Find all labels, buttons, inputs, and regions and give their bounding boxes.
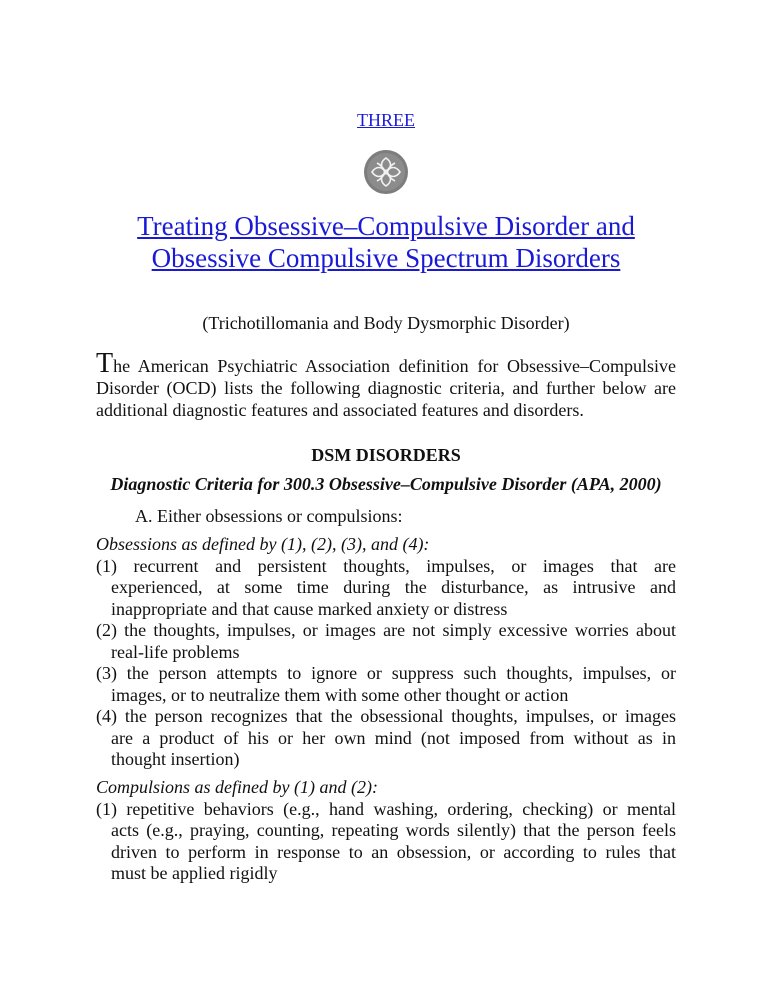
list-item-line: are a product of his or her own mind (not imposed from without as in (111, 727, 676, 748)
flower-ornament-icon (363, 149, 409, 195)
chapter-link[interactable]: THREE (357, 110, 415, 130)
compulsions-label: Compulsions as defined by (1) and (2): (96, 777, 378, 797)
obsessions-block (96, 534, 676, 771)
section-heading: DSM DISORDERS (311, 445, 461, 465)
obsession-item-1 (96, 556, 676, 621)
intro-line-3: additional diagnostic features and associated features and disorders. (96, 400, 584, 420)
drop-cap: T (96, 348, 114, 379)
list-item-line: (1) recurrent and persistent thoughts, impulses, or images that are (96, 555, 676, 576)
chapter-subtitle: (Trichotillomania and Body Dysmorphic Disorder) (202, 313, 570, 333)
intro-paragraph (96, 348, 676, 421)
list-item-line: driven to perform in response to an obsession, or according to rules that (111, 841, 676, 862)
list-item-line: (2) the thoughts, impulses, or images are not simply excessive worries about (96, 620, 676, 640)
chapter-title[interactable] (60, 210, 712, 274)
list-item-line: real-life problems (111, 641, 240, 662)
obsession-item-4 (96, 706, 676, 771)
obsession-item-2 (96, 620, 676, 663)
obsessions-label: Obsessions as defined by (1), (2), (3), and (4): (96, 534, 430, 554)
obsession-item-3 (96, 663, 676, 706)
criterion-a: A. Either obsessions or compulsions: (135, 506, 403, 526)
compulsion-item-1 (96, 799, 676, 885)
list-item-line: thought insertion) (111, 749, 240, 769)
chapter-title-line-1[interactable]: Treating Obsessive–Compulsive Disorder and (137, 211, 635, 241)
intro-line-1-text: he American Psychiatric Association definition for Obsessive–Compulsive (113, 356, 676, 376)
chapter-title-line-2[interactable]: Obsessive Compulsive Spectrum Disorders (151, 243, 621, 273)
list-item-line: inappropriate and that cause marked anxiety or distress (111, 598, 508, 619)
compulsions-block (96, 777, 676, 885)
list-item-line: (1) repetitive behaviors (e.g., hand washing, ordering, checking) or mental (96, 798, 676, 819)
list-item-line: acts (e.g., praying, counting, repeating words silently) that the person feels (111, 820, 676, 840)
intro-line-2: Disorder (OCD) lists the following diagnostic criteria, and further below are (96, 378, 676, 398)
list-item-line: (4) the person recognizes that the obsessional thoughts, impulses, or images (96, 706, 676, 726)
criteria-heading: Diagnostic Criteria for 300.3 Obsessive–Compulsive Disorder (APA, 2000) (110, 474, 662, 494)
list-item-line: experienced, at some time during the disturbance, as intrusive and (111, 577, 676, 597)
intro-line-1 (96, 348, 676, 379)
list-item-line: must be applied rigidly (111, 863, 278, 883)
list-item-line: images, or to neutralize them with some other thought or action (111, 684, 569, 705)
list-item-line: (3) the person attempts to ignore or suppress such thoughts, impulses, or (96, 663, 676, 683)
